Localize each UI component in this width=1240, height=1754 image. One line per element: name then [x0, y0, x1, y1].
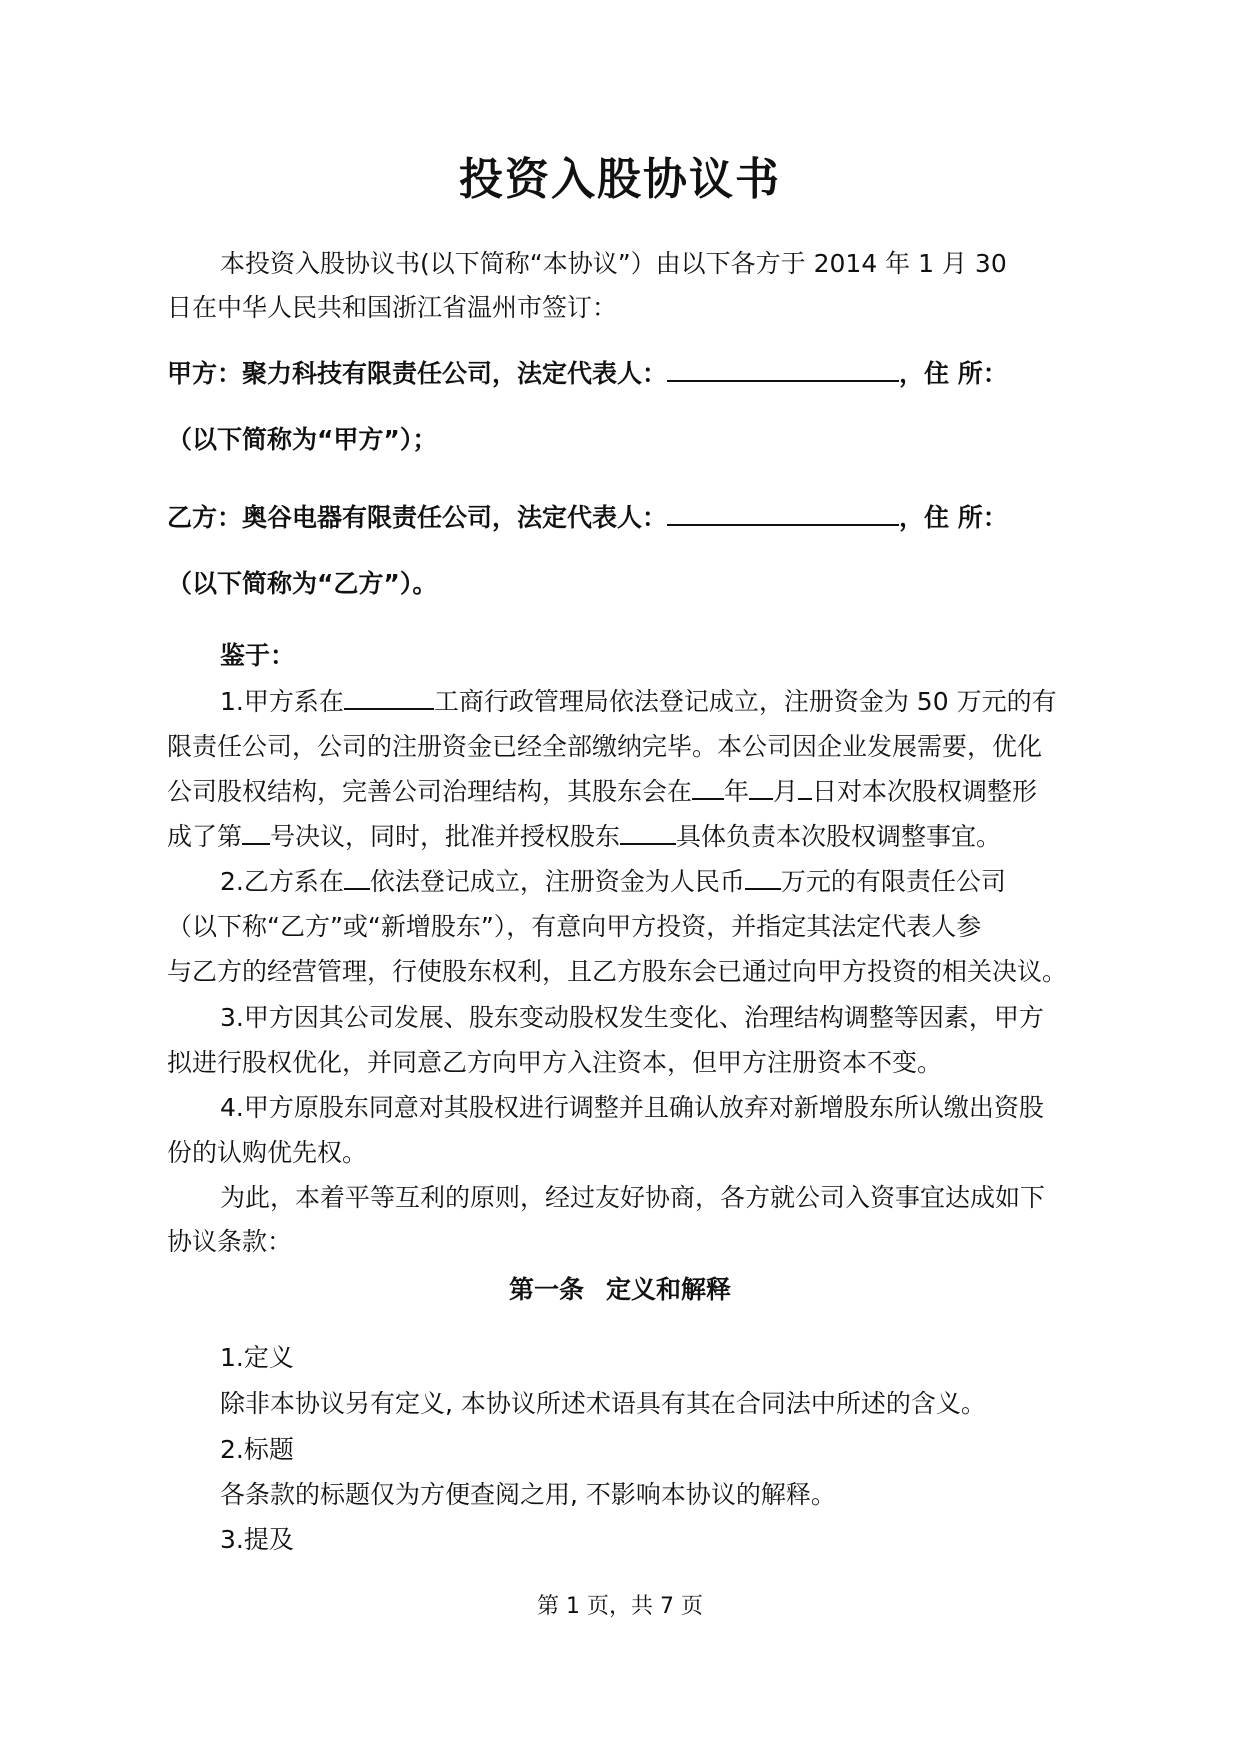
- capital-amount-blank: [745, 866, 781, 890]
- intro-line-1: 本投资入股协议书(以下简称“本协议”）由以下各方于 2014 年 1 月 30: [220, 249, 1007, 278]
- item-2-text: 各条款的标题仅为方便查阅之用, 不影响本协议的解释。: [220, 1480, 836, 1509]
- whereas-p3-line-2: 拟进行股权优化，并同意乙方向甲方入注资本，但甲方注册资本不变。: [167, 1048, 943, 1077]
- registration-place-blank: [344, 866, 370, 890]
- whereas-p1-line-4: [167, 819, 1001, 855]
- party-b-rep-blank: [667, 502, 899, 526]
- conclusion-line-2: 协议条款：: [167, 1227, 293, 1256]
- whereas-p1-line-1: [220, 684, 1057, 720]
- party-b-lead: 乙方：奥谷电器有限责任公司，法定代表人：: [167, 503, 668, 532]
- whereas-p2-line-2: （以下称“乙方”或“新增股东”），有意向甲方投资，并指定其法定代表人参: [167, 912, 982, 941]
- whereas-p4-line-2: 份的认购优先权。: [167, 1138, 368, 1167]
- whereas-p1-l3c: 月: [773, 777, 799, 806]
- shareholder-blank: [620, 821, 676, 845]
- month-blank: [749, 776, 773, 800]
- whereas-p1-b: 工商行政管理局依法登记成立，注册资金为 50 万元的有: [433, 687, 1057, 716]
- whereas-p2-line-3: 与乙方的经营管理，行使股东权利，且乙方股东会已通过向甲方投资的相关决议。: [167, 957, 1068, 986]
- intro-line-2: 日在中华人民共和国浙江省温州市签订：: [167, 293, 618, 322]
- whereas-p1-line-2: 限责任公司，公司的注册资金已经全部缴纳完毕。本公司因企业发展需要，优化: [167, 732, 1043, 761]
- party-b-line: [167, 500, 1008, 536]
- conclusion-line-1: 为此，本着平等互利的原则，经过友好协商，各方就公司入资事宜达成如下: [220, 1183, 1046, 1212]
- party-a-line: [167, 356, 1008, 392]
- whereas-p1-l3d: 日对本次股权调整形: [812, 777, 1038, 806]
- whereas-p2-b: 依法登记成立，注册资金为人民币: [369, 867, 745, 896]
- whereas-p3-line-1: 3.甲方因其公司发展、股东变动股权发生变化、治理结构调整等因素，甲方: [220, 1003, 1044, 1032]
- article-1-heading: [0, 1272, 1240, 1308]
- whereas-p1-l4c: 具体负责本次股权调整事宜。: [676, 822, 1002, 851]
- whereas-p1-l4a: 成了第: [167, 822, 243, 851]
- whereas-p1-l3a: 公司股权结构，完善公司治理结构，其股东会在: [167, 777, 693, 806]
- whereas-p1-a: 1.甲方系在: [220, 687, 344, 716]
- item-2-label: 2.标题: [220, 1435, 294, 1464]
- document-title: 投资入股协议书: [459, 154, 781, 205]
- whereas-p2-line-1: [220, 864, 1006, 900]
- article-1-title: 定义和解释: [606, 1275, 732, 1304]
- whereas-label: 鉴于：: [220, 641, 296, 670]
- party-a-rep-blank: [667, 358, 899, 382]
- city-blank: [344, 686, 434, 710]
- day-blank: [798, 776, 812, 800]
- party-a-alias: （以下简称为“甲方”）；: [167, 425, 438, 454]
- party-b-tail: ，住 所：: [899, 503, 1008, 532]
- item-1-text: 除非本协议另有定义, 本协议所述术语具有其在合同法中所述的含义。: [220, 1389, 986, 1418]
- whereas-p4-line-1: 4.甲方原股东同意对其股权进行调整并且确认放弃对新增股东所认缴出资股: [220, 1093, 1044, 1122]
- article-1-number: 第一条: [508, 1275, 584, 1304]
- party-b-alias: （以下简称为“乙方”）。: [167, 569, 438, 598]
- whereas-p1-line-3: [167, 774, 1037, 810]
- page-footer: 第 1 页，共 7 页: [537, 1594, 703, 1619]
- resolution-no-blank: [242, 821, 270, 845]
- party-a-lead: 甲方：聚力科技有限责任公司，法定代表人：: [167, 359, 668, 388]
- item-1-label: 1.定义: [220, 1343, 294, 1372]
- whereas-p1-l4b: 号决议，同时，批准并授权股东: [270, 822, 621, 851]
- year-blank: [692, 776, 724, 800]
- party-a-tail: ，住 所：: [899, 359, 1008, 388]
- item-3-label: 3.提及: [220, 1525, 294, 1554]
- whereas-p2-c: 万元的有限责任公司: [780, 867, 1006, 896]
- whereas-p2-a: 2.乙方系在: [220, 867, 344, 896]
- whereas-p1-l3b: 年: [724, 777, 750, 806]
